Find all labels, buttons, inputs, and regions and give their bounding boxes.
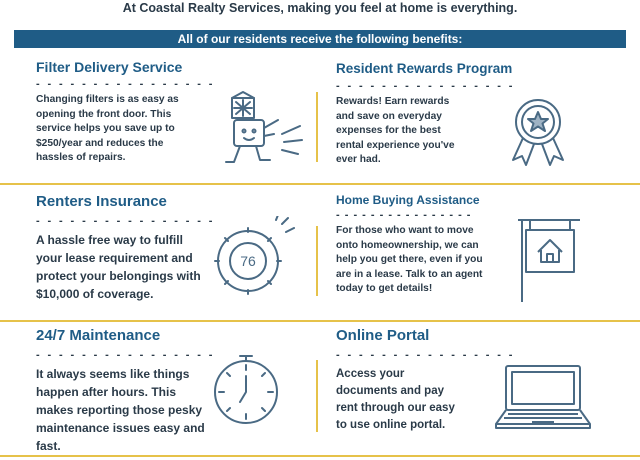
maintenance-line-1: It always seems like things: [36, 367, 190, 381]
filter-title: Filter Delivery Service: [36, 59, 183, 75]
maintenance-body: [36, 365, 216, 455]
award-ribbon-icon: [505, 94, 571, 170]
thermostat-icon: [212, 216, 298, 298]
insurance-line-4: $10,000 of coverage.: [36, 287, 154, 301]
insurance-body: [36, 231, 216, 303]
portal-title: Online Portal: [336, 327, 430, 344]
maintenance-line-5: fast.: [36, 439, 61, 453]
insurance-line-3: protect your belongings with: [36, 269, 201, 283]
homebuying-line-4: are in a lease. Talk to an agent: [336, 268, 483, 280]
insurance-title: Renters Insurance: [36, 193, 167, 210]
benefits-banner: All of our residents receive the following benefits:: [14, 30, 626, 48]
filter-line-4: $250/year and reduces the: [36, 137, 164, 149]
maintenance-line-3: makes reporting those pesky: [36, 403, 203, 417]
row1-rule: [0, 183, 640, 185]
rewards-line-4: rental experience you've: [336, 139, 455, 151]
portal-line-4: to use online portal.: [336, 419, 446, 431]
filter-line-5: hassles of repairs.: [36, 152, 126, 163]
intro-text: At Coastal Realty Services, making you feel at home is everything.: [122, 1, 518, 15]
homebuying-line-2: onto homeownership, we can: [336, 239, 479, 251]
rewards-line-3: expenses for the best: [336, 125, 441, 136]
maintenance-dashes: - - - - - - - - - - - - - - - -: [36, 349, 215, 361]
homebuying-line-3: help you get there, even if you: [336, 254, 483, 265]
house-sign-icon: [508, 214, 590, 304]
filter-line-2: opening the front door. This: [36, 108, 172, 120]
rewards-line-5: ever had.: [336, 154, 381, 165]
portal-line-3: rent through our easy: [336, 402, 455, 414]
rewards-body: [336, 95, 496, 168]
homebuying-body: [336, 224, 506, 297]
thermostat-reading: 76: [240, 253, 256, 269]
filter-line-3: service helps you save up to: [36, 123, 175, 134]
homebuying-line-5: today to get details!: [336, 283, 433, 294]
clock-icon: [210, 352, 282, 428]
portal-line-2: documents and pay: [336, 385, 444, 397]
rewards-dashes: - - - - - - - - - - - - - - - -: [336, 80, 515, 92]
rewards-line-2: and save on everyday: [336, 110, 442, 122]
maintenance-title: 24/7 Maintenance: [36, 327, 161, 344]
portal-line-1: Access your: [336, 368, 405, 380]
homebuying-dashes: - - - - - - - - - - - - - - - -: [336, 209, 472, 221]
filter-line-1: Changing filters is as easy as: [36, 94, 179, 105]
laptop-icon: [492, 362, 594, 434]
rewards-title: Resident Rewards Program: [336, 61, 513, 76]
homebuying-title: Home Buying Assistance: [336, 193, 480, 207]
insurance-line-1: A hassle free way to fulfill: [36, 233, 183, 247]
filter-body: [36, 93, 201, 166]
delivery-box-icon: [212, 90, 308, 172]
portal-dashes: - - - - - - - - - - - - - - - -: [336, 349, 515, 361]
insurance-dashes: - - - - - - - - - - - - - - - -: [36, 215, 215, 227]
row1-divider: [316, 92, 318, 162]
row3-divider: [316, 360, 318, 432]
row3-rule: [0, 455, 640, 457]
filter-dashes: - - - - - - - - - - - - - - - -: [36, 78, 215, 90]
row2-rule: [0, 320, 640, 322]
maintenance-line-4: maintenance issues easy and: [36, 421, 205, 435]
homebuying-line-1: For those who want to move: [336, 225, 474, 236]
maintenance-line-2: happen after hours. This: [36, 385, 177, 399]
rewards-line-1: Rewards! Earn rewards: [336, 96, 450, 107]
insurance-line-2: your lease requirement and: [36, 251, 193, 265]
portal-body: [336, 366, 496, 434]
row2-divider: [316, 226, 318, 296]
